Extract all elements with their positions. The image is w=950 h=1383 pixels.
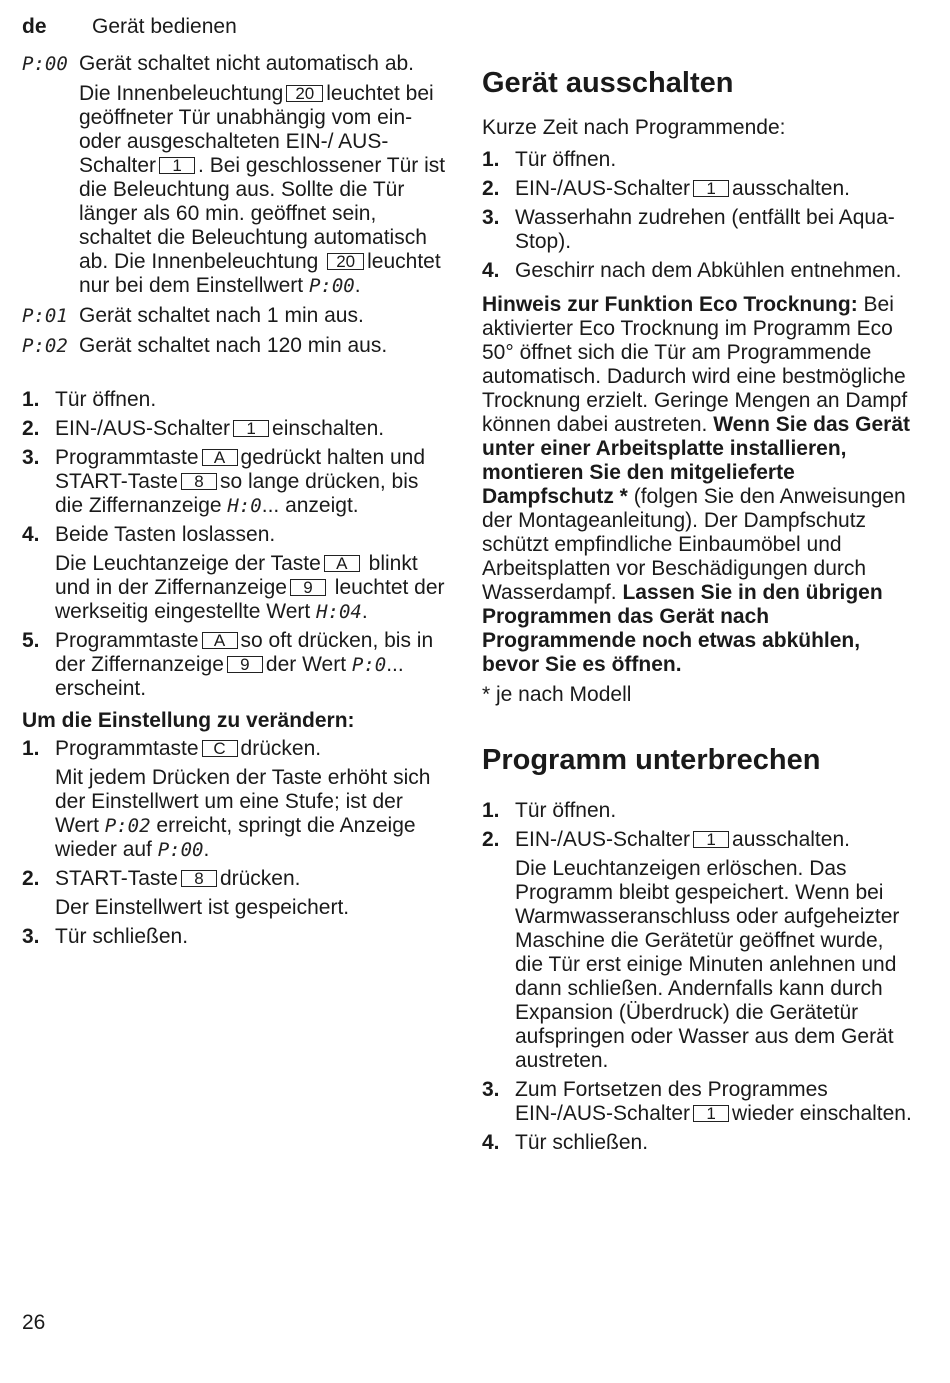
change-steps [22,737,447,949]
step-text: wieder einschalten. [732,1102,912,1125]
step-detail [55,766,447,862]
step-text: EIN-/AUS-Schalter [55,417,231,440]
step-text: der Wert [265,653,347,676]
change-heading: Um die Einstellung zu verändern: [22,709,355,732]
switch-off-intro: Kurze Zeit nach Programmende: [482,116,786,139]
switch-off-steps [482,148,912,283]
step-text: Programmtaste [55,737,199,760]
display-code: P:02 [104,815,151,837]
key-1: 1 [159,157,195,174]
text-span: . Bei geschlossener Tür ist die Beleuchtung aus. Sollte die Tür länger als 60 min. geöffnet sein, schaltet die Beleuchtung automatisch ab. Die Innenbeleuchtung [79,154,446,273]
footnote: * je nach Modell [482,683,632,706]
step-number: 4. [482,259,500,282]
key-8: 8 [181,870,217,887]
step-text: . [361,600,368,623]
step-text: Wasserhahn zudrehen (entfällt bei Aqua-Stop). [515,206,895,253]
key-1: 1 [233,420,269,437]
step-number: 1. [22,737,40,760]
list-item [22,417,447,441]
list-item [482,206,912,254]
page-number: 26 [22,1311,46,1334]
step-text: EIN-/AUS-Schalter [515,177,691,200]
key-20: 20 [327,253,364,270]
step-text: so lange drücken, bis die Ziffernanzeige [55,470,419,517]
step-number: 1. [22,388,40,411]
key-8: 8 [181,473,217,490]
setting-row-p02 [22,334,447,358]
step-number: 1. [482,148,500,171]
list-item [482,148,912,172]
step-text: Mit jedem Drücken der Taste erhöht sich der Einstellwert um eine Stufe; ist der Wert [55,766,431,837]
step-text: Zum Fortsetzen des Programmes EIN-/AUS-Schalter [515,1078,828,1125]
list-item [482,259,912,283]
display-code: H:04 [316,601,362,623]
step-number: 3. [22,925,40,948]
key-a: A [202,632,238,649]
step-text: blinkt und in der Ziffernanzeige [55,552,418,599]
setting-description: Gerät schaltet nicht automatisch ab. [79,52,415,75]
text-span: leuchtet bei geöffneter Tür unabhängig vom ein- oder ausgeschalteten EIN-/ AUS-Schalter [79,82,434,177]
display-code: P:02 [22,335,68,357]
step-text: Tür schließen. [55,925,189,948]
step-text: so oft drücken, bis in der Ziffernanzeige [55,629,434,676]
list-item [482,799,912,823]
setup-steps [22,388,447,701]
setting-row-p00 [22,52,447,76]
display-code: P:01 [22,305,68,327]
key-20: 20 [286,85,323,102]
step-number: 2. [22,867,40,890]
list-item [482,1078,912,1126]
step-text: Tür öffnen. [515,799,617,822]
display-code: P:00 [308,275,355,297]
step-text: ... anzeigt. [261,494,359,517]
key-1: 1 [693,180,729,197]
step-text: ... erscheint. [55,653,404,700]
step-number: 2. [482,828,500,851]
text-span: Die Innenbeleuchtung [79,82,284,105]
step-number: 2. [22,417,40,440]
key-1: 1 [693,831,729,848]
step-text: . [203,838,210,861]
step-text: erreicht, springt die Anzeige wieder auf [55,814,416,861]
step-number: 4. [22,523,40,546]
key-c: C [202,740,238,757]
note-text: (folgen Sie den Anweisungen der Montageanleitung). Der Dampfschutz schützt empfindliche Einbaumöbel und Arbeitsplatten vor Beschädigungen durch Wasserdampf. [482,485,906,604]
setting-description: Gerät schaltet nach 120 min aus. [79,334,388,357]
pause-steps [482,799,912,1155]
list-item [482,1131,912,1155]
setting-description: Gerät schaltet nach 1 min aus. [79,304,364,327]
step-text: ausschalten. [732,177,850,200]
step-text: gedrückt halten und START-Taste [55,446,426,493]
pause-title: Programm unterbrechen [482,744,821,776]
step-text: ausschalten. [732,828,850,851]
step-text: Tür öffnen. [515,148,617,171]
step-detail: Die Leuchtanzeigen erlöschen. Das Programm bleibt gespeichert. Wenn bei Warmwasseranschluss oder aufgeheizter Maschine die Gerätetür geöffnet wurde, die Tür erst einige Minuten anlehnen und dann schließen. Andernfalls kann durch Expansion (Überdruck) die Gerätetür aufspringen oder Wasser aus dem Gerät austreten. [515,857,900,1072]
display-code: P:00 [157,839,204,861]
step-number: 5. [22,629,40,652]
step-detail: Der Einstellwert ist gespeichert. [55,896,350,919]
eco-note-heading: Hinweis zur Funktion Eco Trocknung: [482,293,858,316]
list-item [22,867,447,920]
key-a: A [324,555,360,572]
step-text: Geschirr nach dem Abkühlen entnehmen. [515,259,902,282]
p00-detail-paragraph [22,82,447,298]
note-bold-text: Wenn Sie das Gerät unter einer Arbeitsplatte installieren, montieren Sie den mitgelieferte Dampfschutz * [482,413,911,508]
list-item [22,388,447,412]
list-item [22,629,447,701]
key-a: A [202,449,238,466]
step-detail [55,552,447,624]
right-column [482,66,912,1160]
list-item [22,523,447,624]
list-item [22,737,447,862]
step-text: einschalten. [272,417,385,440]
note-bold-text: Lassen Sie in den übrigen Programmen das Gerät nach Programmende noch etwas abkühlen, bevor Sie es öffnen. [482,581,883,676]
step-text: drücken. [219,867,301,890]
key-9: 9 [227,656,263,673]
step-number: 4. [482,1131,500,1154]
step-text: drücken. [240,737,322,760]
list-item [22,446,447,518]
text-span: leuchtet nur bei dem Einstellwert [79,250,441,297]
list-item [22,925,447,949]
key-9: 9 [290,579,326,596]
display-code: H:0 [227,495,262,517]
step-number: 1. [482,799,500,822]
list-item [482,828,912,1073]
display-code: P:0 [351,654,387,676]
step-text: Programmtaste [55,629,199,652]
section-title: Gerät bedienen [92,15,237,38]
step-text: START-Taste [55,867,178,890]
display-code: P:00 [22,53,68,75]
step-text: leuchtet der werkseitig eingestellte Wert [55,576,445,623]
eco-note [482,293,912,677]
step-text: Die Leuchtanzeige der Taste [55,552,321,575]
step-text: Beide Tasten loslassen. [55,523,276,546]
step-number: 3. [22,446,40,469]
step-number: 3. [482,1078,500,1101]
step-number: 2. [482,177,500,200]
step-number: 3. [482,206,500,229]
left-column [22,52,447,954]
note-text: Bei aktivierter Eco Trocknung im Programm Eco 50° öffnet sich die Tür am Programmende automatisch. Dadurch wird eine bestmögliche Trocknung erzielt. Geringe Mengen an Dampf können dabei austreten. [482,293,908,436]
key-1: 1 [693,1105,729,1122]
setting-row-p01 [22,304,447,328]
step-text: Tür schließen. [515,1131,649,1154]
step-text: Tür öffnen. [55,388,157,411]
step-text: Programmtaste [55,446,199,469]
switch-off-title: Gerät ausschalten [482,67,734,99]
step-text: EIN-/AUS-Schalter [515,828,691,851]
list-item [482,177,912,201]
page-header [22,14,237,40]
text-span: . [354,274,361,297]
language-tag: de [22,15,47,38]
